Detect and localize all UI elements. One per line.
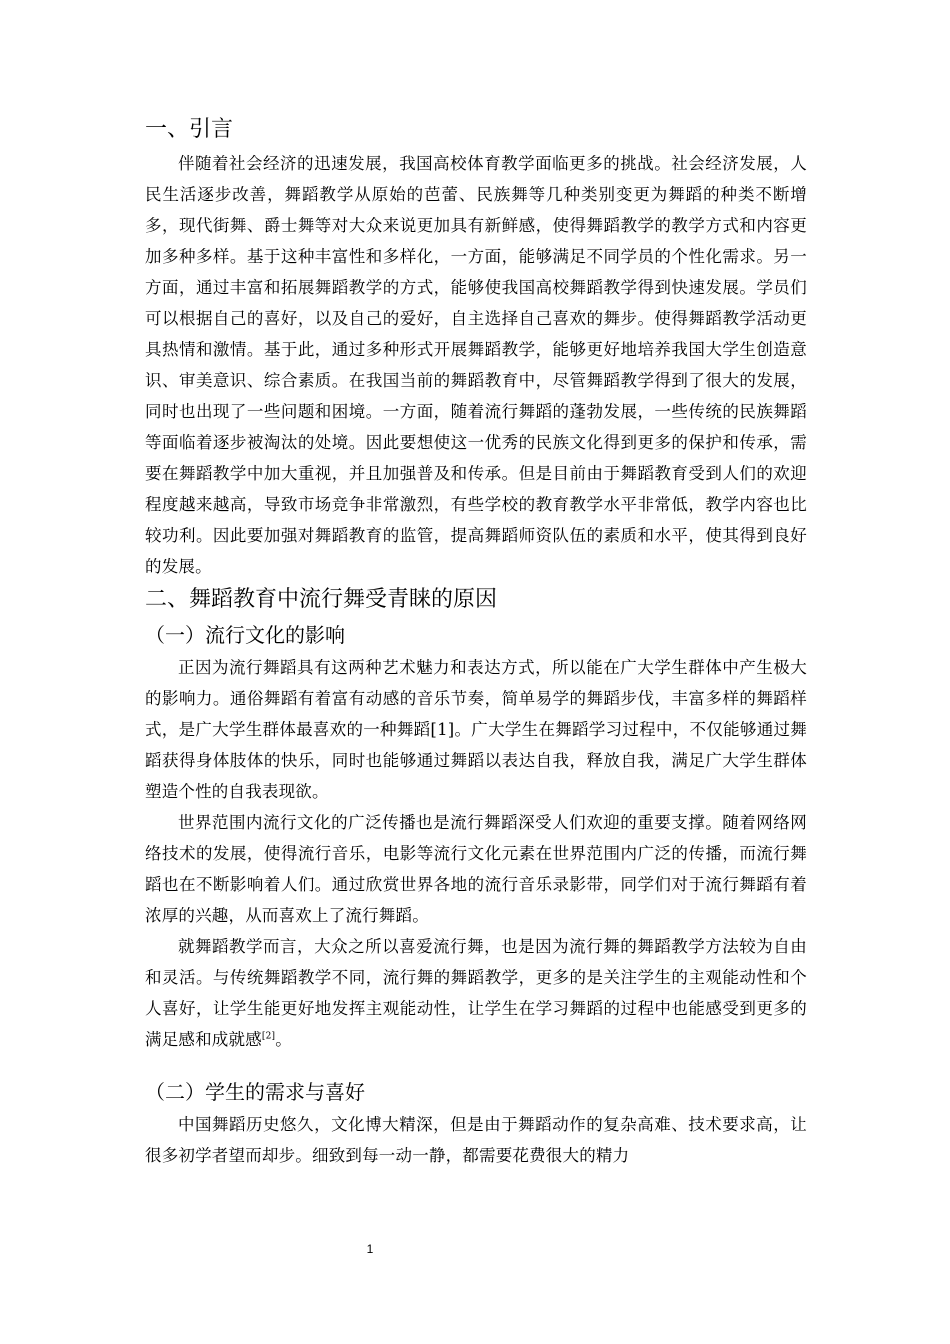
paragraph-text: 就舞蹈教学而言，大众之所以喜爱流行舞，也是因为流行舞的舞蹈教学方法较为自由和灵活。与传统舞蹈教学不同，流行舞的舞蹈教学，更多的是关注学生的主观能动性和个人喜好，让学生能更好地发挥主观能动性，让学生在学习舞蹈的过程中也能感受到更多的满足感和成就感 xyxy=(145,937,807,1049)
paragraph xyxy=(145,931,807,1055)
section-heading-reasons: 二、舞蹈教育中流行舞受青睐的原因 xyxy=(145,587,498,612)
section-heading-introduction: 一、引言 xyxy=(145,117,234,142)
paragraph: 伴随着社会经济的迅速发展，我国高校体育教学面临更多的挑战。社会经济发展，人民生活逐步改善，舞蹈教学从原始的芭蕾、民族舞等几种类别变更为舞蹈的种类不断增多，现代街舞、爵士舞等对大众来说更加具有新鲜感，使得舞蹈教学的教学方式和内容更加多种多样。基于这种丰富性和多样化，一方面，能够满足不同学员的个性化需求。另一方面，通过丰富和拓展舞蹈教学的方式，能够使我国高校舞蹈教学得到快速发展。学员们可以根据自己的喜好，以及自己的爱好，自主选择自己喜欢的舞步。使得舞蹈教学活动更具热情和激情。基于此，通过多种形式开展舞蹈教学，能够更好地培养我国大学生创造意识、审美意识、综合素质。在我国当前的舞蹈教育中，尽管舞蹈教学得到了很大的发展，同时也出现了一些问题和困境。一方面，随着流行舞蹈的蓬勃发展，一些传统的民族舞蹈等面临着逐步被淘汰的处境。因此要想使这一优秀的民族文化得到更多的保护和传承，需要在舞蹈教学中加大重视，并且加强普及和传承。但是目前由于舞蹈教育受到人们的欢迎程度越来越高，导致市场竞争非常激烈，有些学校的教育教学水平非常低，教学内容也比较功利。因此要加强对舞蹈教育的监管，提高舞蹈师资队伍的素质和水平，使其得到良好的发展。 xyxy=(145,154,807,576)
subsection-heading-student-needs: （二）学生的需求与喜好 xyxy=(145,1080,365,1104)
paragraph-end: 。 xyxy=(275,1030,292,1049)
paragraph: 世界范围内流行文化的广泛传播也是流行舞蹈深受人们欢迎的重要支撑。随着网络网络技术的发展，使得流行音乐，电影等流行文化元素在世界范围内广泛的传播，而流行舞蹈也在不断影响着人们。通过欣赏世界各地的流行音乐录影带，同学们对于流行舞蹈有着浓厚的兴趣，从而喜欢上了流行舞蹈。 xyxy=(145,813,807,925)
subsection-heading-pop-culture: （一）流行文化的影响 xyxy=(145,623,345,647)
document-body xyxy=(145,112,807,1171)
citation-reference: [2] xyxy=(261,1031,276,1042)
spacer xyxy=(145,1055,807,1075)
paragraph: 中国舞蹈历史悠久，文化博大精深，但是由于舞蹈动作的复杂高难、技术要求高，让很多初学者望而却步。细致到每一动一静，都需要花费很大的精力 xyxy=(145,1115,807,1165)
paragraph: 正因为流行舞蹈具有这两种艺术魅力和表达方式，所以能在广大学生群体中产生极大的影响力。通俗舞蹈有着富有动感的音乐节奏，简单易学的舞蹈步伐，丰富多样的舞蹈样式，是广大学生群体最喜欢的一种舞蹈[1]。广大学生在舞蹈学习过程中，不仅能够通过舞蹈获得身体肢体的快乐，同时也能够通过舞蹈以表达自我，释放自我，满足广大学生群体塑造个性的自我表现欲。 xyxy=(145,658,807,801)
page-number: 1 xyxy=(366,1242,374,1256)
